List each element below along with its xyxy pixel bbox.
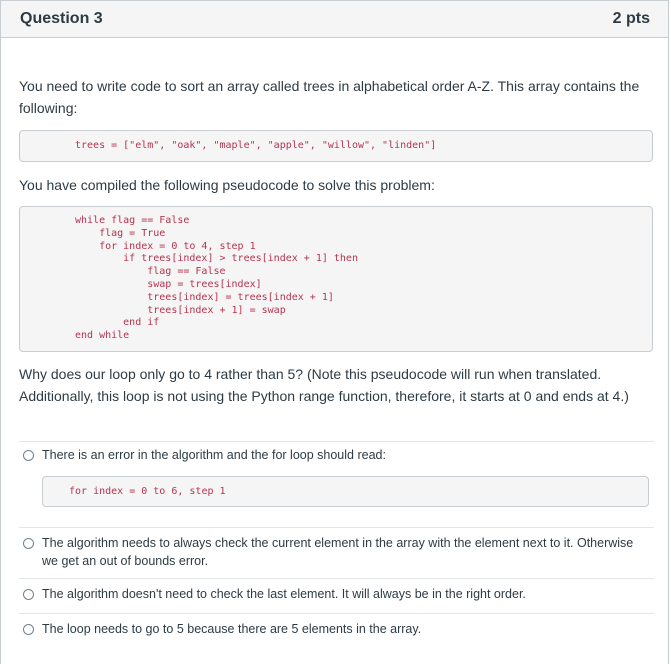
answer-code: for index = 0 to 6, step 1	[69, 486, 226, 497]
compiled-text: You have compiled the following pseudocode to solve this problem:	[19, 177, 435, 193]
answer-label-2[interactable]: The algorithm needs to always check the current element in the array with the element next to it. Otherwise we get an out of bounds error.	[42, 536, 634, 568]
pseudocode-block	[19, 206, 653, 352]
answer-code-block	[42, 476, 649, 507]
divider	[19, 441, 654, 442]
pseudocode: while flag == False flag = True for index = 0 to 4, step 1 if trees[index] > trees[index + 1] then flag == False swap = trees[index] trees[index] = trees[index + 1] trees[index + 1] = swap end if end while	[75, 215, 358, 342]
array-code: trees = ["elm", "oak", "maple", "apple", "willow", "linden"]	[75, 140, 437, 151]
divider	[19, 578, 654, 579]
answer-radio-3[interactable]	[23, 589, 34, 600]
answer-label-1[interactable]: There is an error in the algorithm and the for loop should read:	[42, 448, 386, 462]
array-code-block	[19, 130, 653, 162]
divider	[19, 527, 654, 528]
answer-radio-1[interactable]	[23, 450, 34, 461]
answer-label-4[interactable]: The loop needs to go to 5 because there are 5 elements in the array.	[42, 622, 422, 636]
question-points: 2 pts	[612, 10, 650, 27]
question-header	[0, 0, 669, 38]
why-question: Why does our loop only go to 4 rather than 5? (Note this pseudocode will run when translated. Additionally, this loop is not using the Python range function, therefore, it starts at 0 and ends at 4.)	[19, 366, 629, 404]
answer-label-3[interactable]: The algorithm doesn't need to check the last element. It will always be in the right order.	[42, 587, 526, 601]
answer-radio-2[interactable]	[23, 538, 34, 549]
question-title: Question 3	[20, 10, 103, 27]
answer-radio-4[interactable]	[23, 624, 34, 635]
question-prompt: You need to write code to sort an array called trees in alphabetical order A-Z. This array contains the following:	[19, 78, 640, 116]
divider	[19, 613, 654, 614]
